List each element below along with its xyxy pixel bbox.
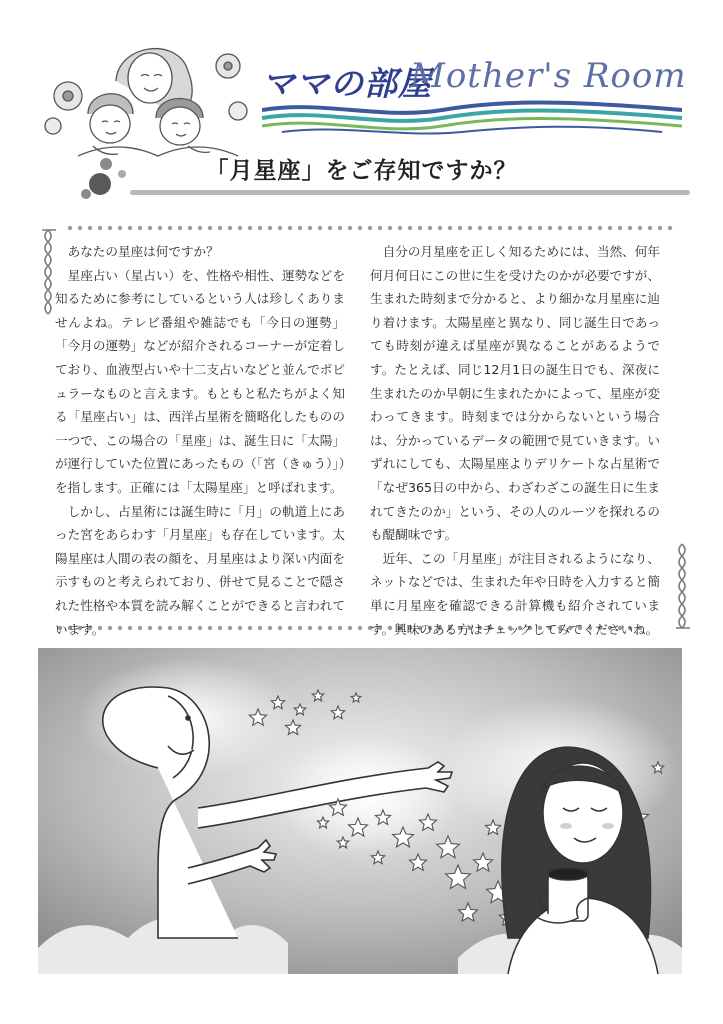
frame-dot xyxy=(578,226,582,230)
frame-dot xyxy=(618,226,622,230)
frame-dot xyxy=(158,226,162,230)
article-column-left xyxy=(55,240,345,641)
moon-and-woman-illustration xyxy=(38,648,682,974)
frame-dot xyxy=(428,226,432,230)
article-column-right xyxy=(370,240,660,641)
frame-dot xyxy=(118,226,122,230)
paragraph: しかし、占星術には誕生時に「月」の軌道上にあった宮をあらわす「月星座」も存在しています。太陽星座は人間の表の顔を、月星座はより深い内面を示すものと考えられており、併せて見ることで隠された性格や本質を読み解くことができると言われています。 xyxy=(55,503,345,637)
header-title-en: Mother's Room xyxy=(410,56,687,96)
frame-dot xyxy=(588,226,592,230)
paragraph: あなたの星座は何ですか？ xyxy=(67,244,219,259)
paragraph: 自分の月星座を正しく知るためには、当然、何年何月何日にこの世に生を受けたのかが必要ですが、生まれた時刻まで分かると、より細かな月星座に辿り着けます。太陽星座と異なり、同じ誕生日であっても時刻が違えば星座が異なることがあるようです。たとえば、同じ12月1日の誕生日でも、深夜に生まれたのか早朝に生まれたかによって、星座が変わってきます。時刻までは分からないという場合は、分かっているデータの範囲で見ていきます。いずれにしても、太陽星座よりデリケートな占星術で「なぜ365日の中から、わざわざこの誕生日に生まれてきたのか」という、その人のルーツを探れるのも醍醐味です。 xyxy=(370,244,660,543)
frame-dot xyxy=(78,226,82,230)
frame-dot xyxy=(358,226,362,230)
frame-dot xyxy=(378,226,382,230)
frame-dot xyxy=(668,226,672,230)
frame-dot xyxy=(648,226,652,230)
wave-decoration xyxy=(262,100,682,136)
frame-dot xyxy=(208,226,212,230)
frame-dot xyxy=(218,226,222,230)
frame-dot xyxy=(348,226,352,230)
frame-dot xyxy=(198,226,202,230)
frame-dot xyxy=(538,226,542,230)
frame-dot xyxy=(88,226,92,230)
frame-dot xyxy=(178,226,182,230)
header-title-ja: ママの部屋 xyxy=(262,64,432,103)
frame-dot xyxy=(388,226,392,230)
frame-dot xyxy=(468,226,472,230)
frame-dot xyxy=(628,226,632,230)
frame-dot xyxy=(448,226,452,230)
frame-dot xyxy=(598,226,602,230)
frame-dot xyxy=(558,226,562,230)
frame-dot xyxy=(438,226,442,230)
frame-dot xyxy=(98,226,102,230)
frame-dot xyxy=(608,226,612,230)
frame-dot xyxy=(138,226,142,230)
frame-dot xyxy=(478,226,482,230)
frame-dot xyxy=(458,226,462,230)
frame-dot xyxy=(288,226,292,230)
frame-dot xyxy=(308,226,312,230)
paragraph: 近年、この「月星座」が注目されるようになり、ネットなどでは、生まれた年や日時を入力すると簡単に月星座を確認できる計算機も紹介されています。興味のある方はチェックしてみてくださいね。 xyxy=(370,550,660,637)
frame-dot xyxy=(328,226,332,230)
frame-dot xyxy=(528,226,532,230)
frame-dot xyxy=(498,226,502,230)
frame-dot xyxy=(298,226,302,230)
frame-dot xyxy=(268,226,272,230)
frame-dot xyxy=(258,226,262,230)
frame-dot xyxy=(568,226,572,230)
frame-dot xyxy=(488,226,492,230)
frame-dot xyxy=(188,226,192,230)
frame-dot xyxy=(238,226,242,230)
frame-dot xyxy=(368,226,372,230)
frame-dot xyxy=(408,226,412,230)
frame-dot xyxy=(518,226,522,230)
frame-dot xyxy=(228,226,232,230)
frame-dot xyxy=(348,626,352,630)
frame-dot xyxy=(358,626,362,630)
frame-dot xyxy=(338,226,342,230)
frame-dot xyxy=(278,226,282,230)
frame-dot xyxy=(508,226,512,230)
frame-dot xyxy=(548,226,552,230)
frame-dot xyxy=(418,226,422,230)
article-title: 「月星座」をご存知ですか？ xyxy=(205,158,518,184)
frame-dot xyxy=(398,226,402,230)
frame-dot xyxy=(248,226,252,230)
frame-dot xyxy=(128,226,132,230)
frame-dot xyxy=(68,226,72,230)
frame-dot xyxy=(148,226,152,230)
frame-dot xyxy=(658,226,662,230)
frame-dot xyxy=(108,226,112,230)
paragraph: 星座占い（星占い）を、性格や相性、運勢などを知るために参考にしているという人は珍しくありませんよね。テレビ番組や雑誌でも「今日の運勢」「今月の運勢」などが紹介されるコーナーが定着しており、血液型占いや十二支占いなどと並んでポピュラーなものと言えます。もともと私たちがよく知る「星座占い」は、西洋占星術を簡略化したものの一つで、この場合の「星座」は、誕生日に「太陽」が運行していた位置にあったもの（「宮（きゅう）」）を指します。正確には「太陽星座」と呼ばれます。 xyxy=(55,267,345,495)
frame-dot xyxy=(318,226,322,230)
frame-dot xyxy=(638,226,642,230)
frame-dot xyxy=(168,226,172,230)
